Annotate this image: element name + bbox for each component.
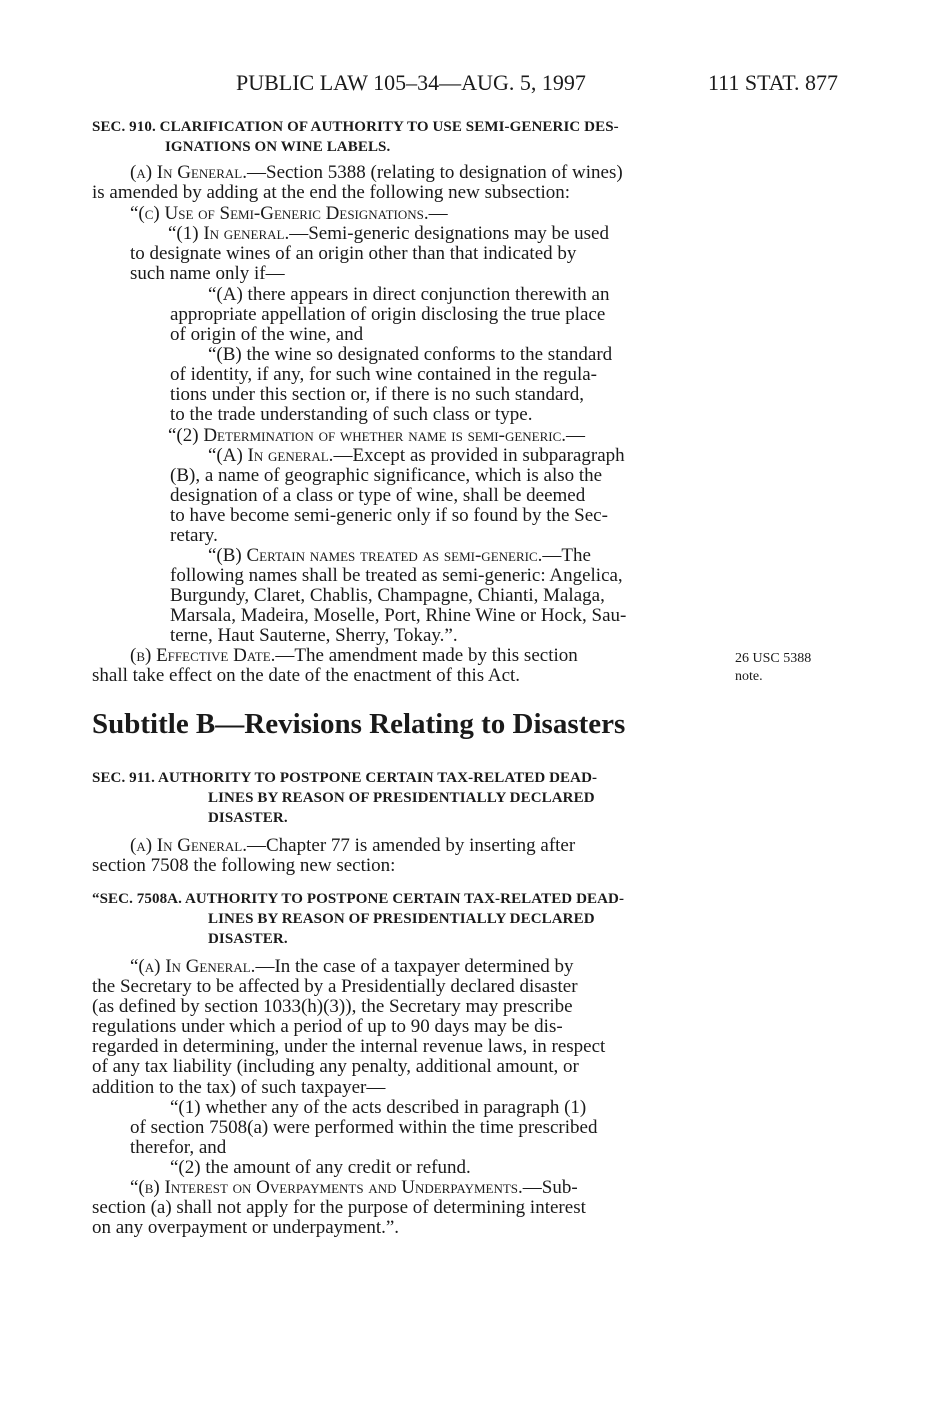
sec-911-heading-line-1: SEC. 911. AUTHORITY TO POSTPONE CERTAIN TAX-RELATED DEAD- [92, 770, 598, 786]
sec-910-subsection-b: (b) Effective Date.—The amendment made by this section shall take effect on the date of the enactment of this Act. [92, 645, 578, 687]
sec-911-heading-line-2: LINES BY REASON OF PRESIDENTIALLY DECLARED [208, 790, 595, 806]
paragraph-c-1: “(1) In general.—Semi-generic designations may be used to designate wines of an origin other than that indicated by such name only if— [130, 223, 609, 285]
margin-note: 26 USC 5388 note. [735, 651, 812, 684]
sec-7508a-heading-line-3: DISASTER. [208, 931, 288, 947]
sec-7508a-heading-line-1: “SEC. 7508A. AUTHORITY TO POSTPONE CERTAIN TAX-RELATED DEAD- [92, 891, 625, 907]
sec-7508a-paragraph-1: “(1) whether any of the acts described in paragraph (1) of section 7508(a) were performed within the time prescribed therefor, and [130, 1097, 598, 1159]
sec-7508a-heading-line-2: LINES BY REASON OF PRESIDENTIALLY DECLARED [208, 911, 595, 927]
subsection-c-heading: “(c) Use of Semi-Generic Designations.— [130, 203, 448, 224]
clause-c-2-B: “(B) Certain names treated as semi-generic.—The following names shall be treated as semi-generic: Angelica, Burgundy, Claret, Chablis, Champagne, Chianti, Malaga, Marsala, Madeira, Moselle, Port, Rhine Wine or Hock, Sau- terne, Haut Sauterne, Sherry, Tokay.”. [170, 545, 627, 647]
sec-910-a-caption: (a) In General. [130, 162, 247, 183]
clause-c-1-A: “(A) there appears in direct conjunction therewith an appropriate appellation of origin disclosing the true place of origin of the wine, and [170, 284, 610, 346]
page-reference: 111 STAT. 877 [708, 70, 839, 95]
clause-c-2-A: “(A) In general.—Except as provided in subparagraph (B), a name of geographic significance, which is also the designation of a class or type of wine, shall be deemed to have become semi-generic only if so found by the Sec- retary. [170, 445, 625, 547]
sec-7508a-subsection-b: “(b) Interest on Overpayments and Underpayments.—Sub- section (a) shall not apply for the purpose of determining interest on any overpayment or underpayment.”. [92, 1177, 586, 1239]
sec-911-subsection-a: (a) In General.—Chapter 77 is amended by inserting after section 7508 the following new section: [92, 835, 576, 877]
paragraph-c-2-heading: “(2) Determination of whether name is semi-generic.— [168, 425, 586, 446]
sec-910-heading-line-1: SEC. 910. CLARIFICATION OF AUTHORITY TO USE SEMI-GENERIC DES- [92, 119, 619, 135]
clause-c-1-B: “(B) the wine so designated conforms to the standard of identity, if any, for such wine contained in the regula- tions under this section or, if there is no such standard, to the trade understanding of such class or type. [170, 344, 613, 426]
running-head: PUBLIC LAW 105–34—AUG. 5, 1997 [236, 70, 586, 95]
sec-911-heading-line-3: DISASTER. [208, 810, 288, 826]
sec-7508a-subsection-a: “(a) In General.—In the case of a taxpayer determined by the Secretary to be affected by a Presidentially declared disaster (as defined by section 1033(h)(3)), the Secretary may prescribe regulations under which a period of up to 90 days may be dis- regarded in determining, under the internal revenue laws, in respect of any tax liability (including any penalty, additional amount, or addition to the tax) of such taxpayer— [92, 956, 606, 1098]
sec-910-subsection-a: (a) In General.—Section 5388 (relating to designation of wines) is amended by adding at the end the following new subsection: [92, 162, 623, 204]
subtitle-heading: Subtitle B—Revisions Relating to Disasters [92, 708, 626, 740]
sec-910-heading-line-2: IGNATIONS ON WINE LABELS. [165, 139, 391, 155]
sec-7508a-paragraph-2: “(2) the amount of any credit or refund. [170, 1157, 471, 1178]
